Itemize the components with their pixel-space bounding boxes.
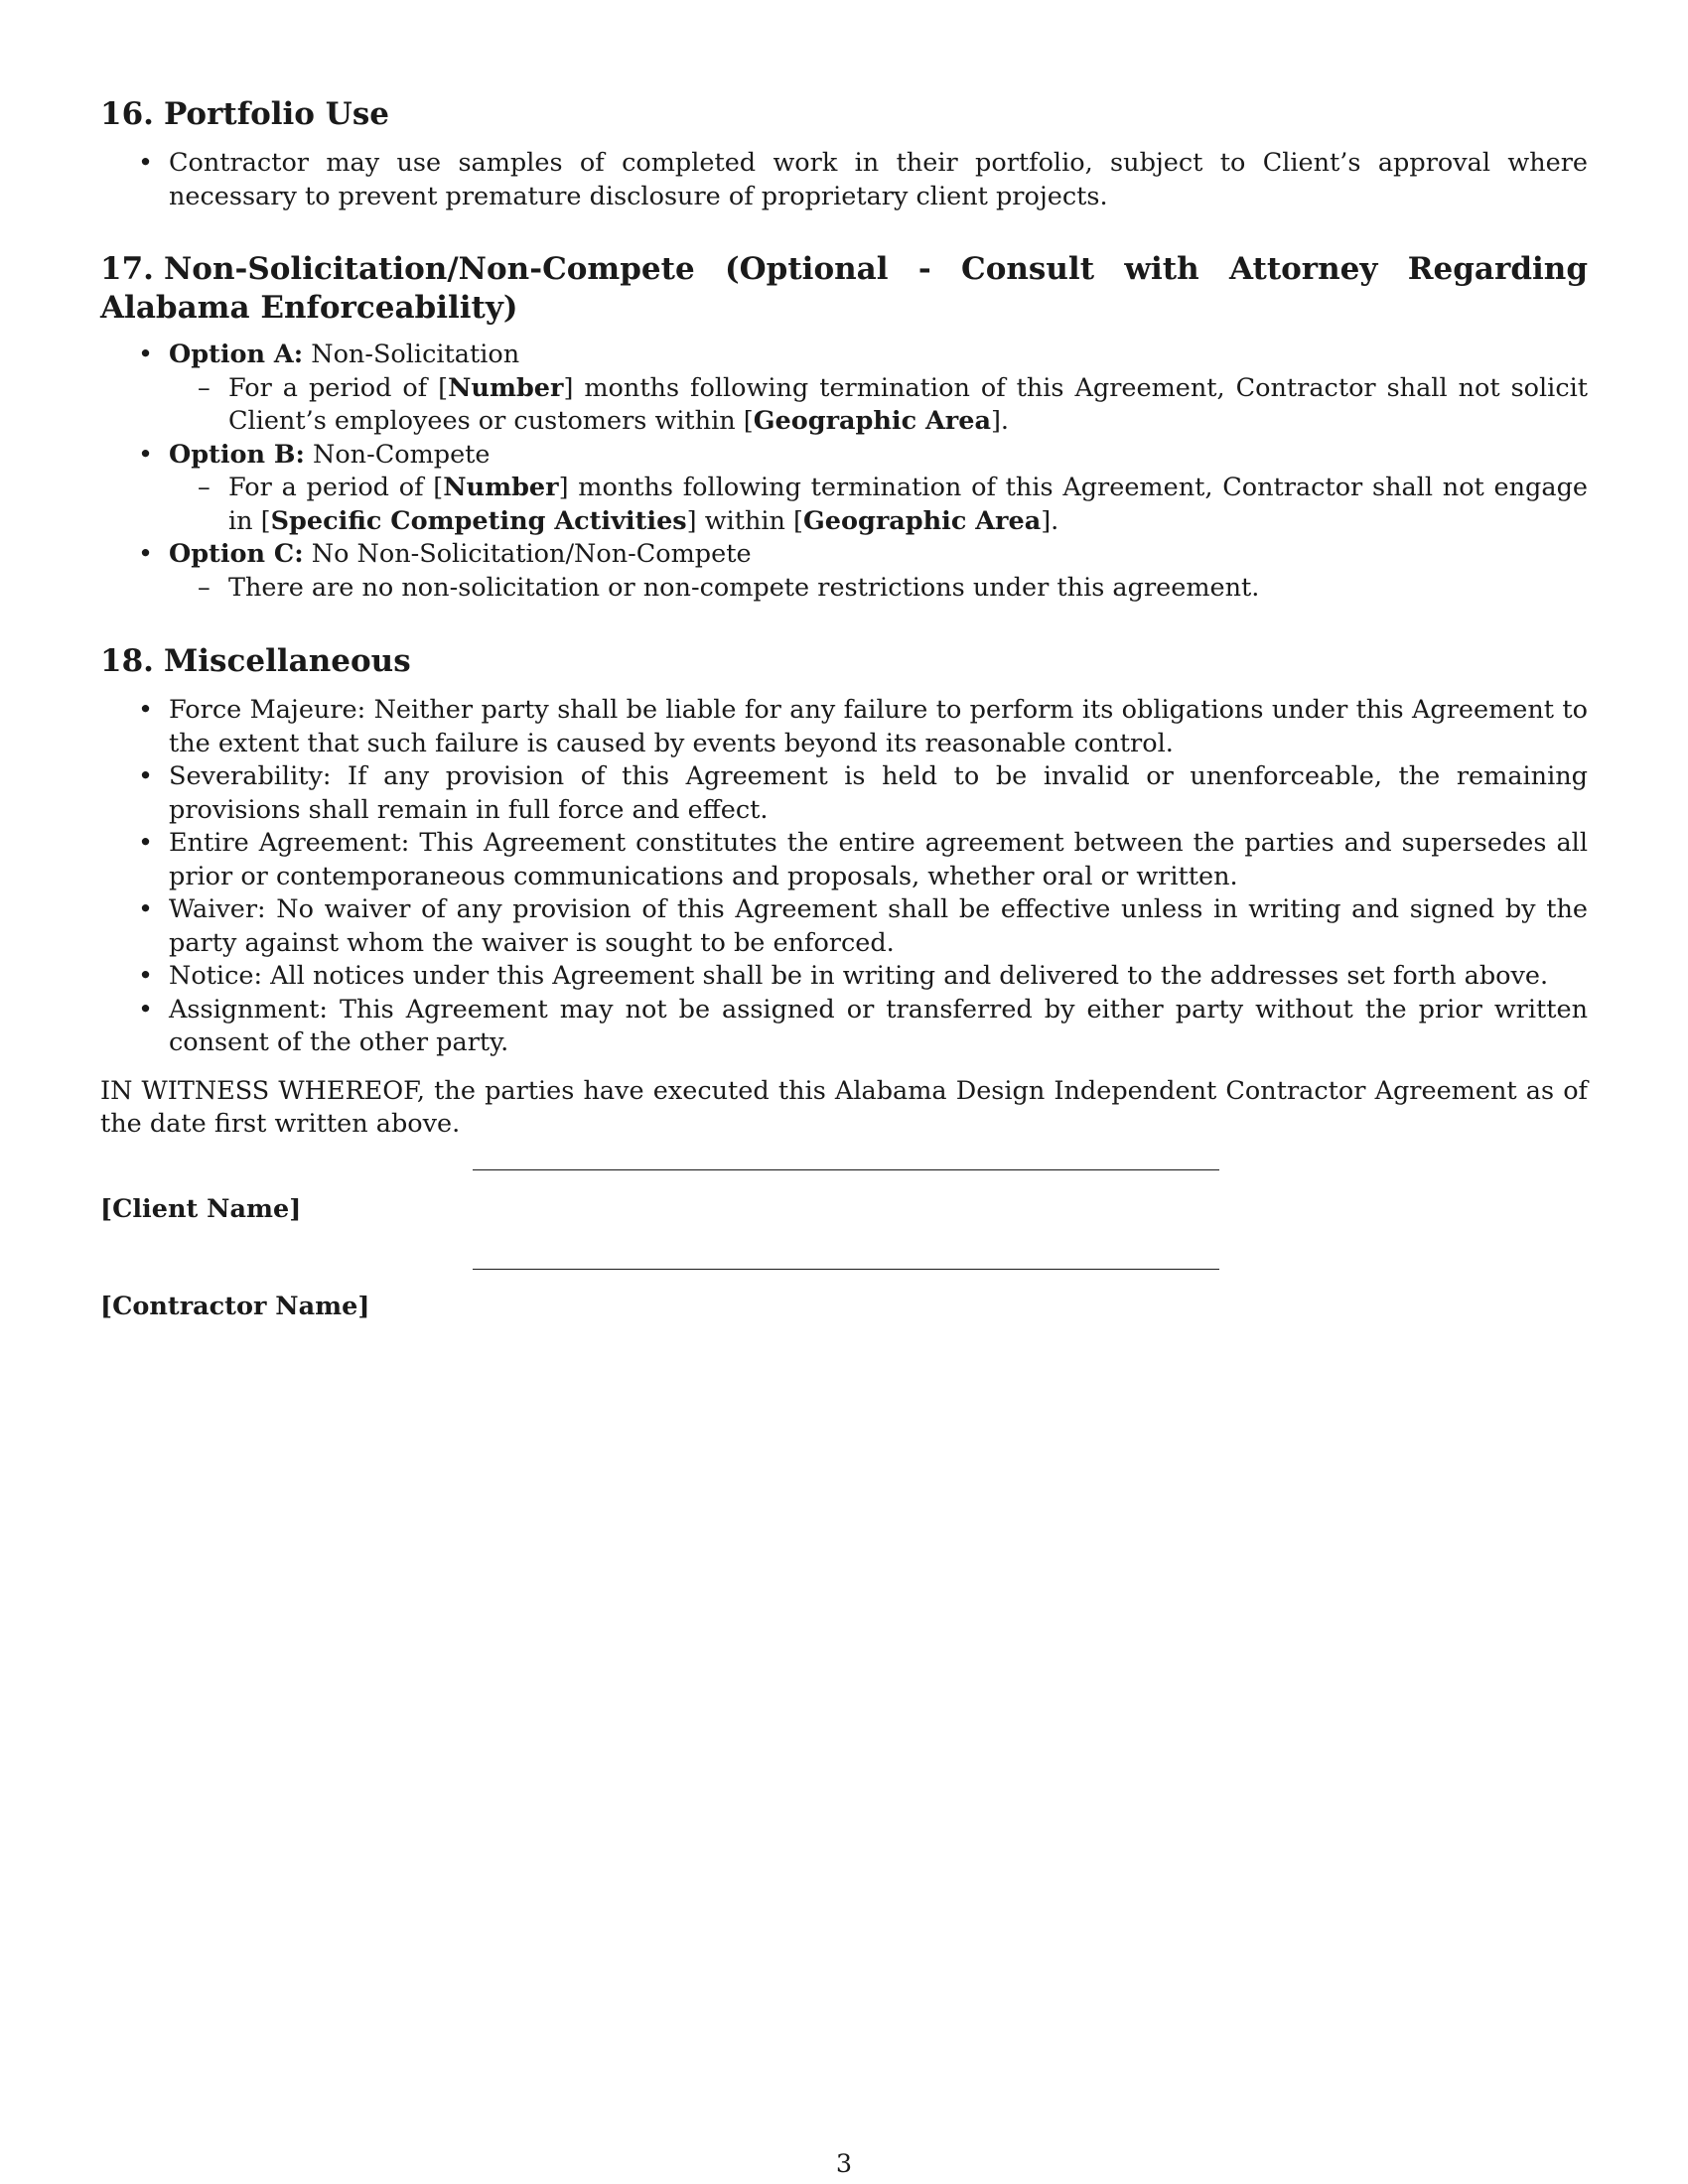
option-label: Option C: [169,539,304,569]
list-item: • Assignment: This Agreement may not be assigned or transferred by either party without the prior written consent of the other party. [100,994,1588,1060]
section-title: Portfolio Use [163,96,389,132]
option-a-sublist [169,372,1588,439]
option-name: Non-Solicitation [311,340,520,369]
section-16-list [100,147,1588,213]
list-item: • Force Majeure: Neither party shall be liable for any failure to perform its obligations under this Agreement to the extent that such failure is caused by events beyond its reasonable control. [100,694,1588,760]
option-name: No Non-Solicitation/Non-Compete [311,539,752,569]
option-name: Non-Compete [313,439,491,470]
list-item: • Entire Agreement: This Agreement constitutes the entire agreement between the parties and supersedes all prior or contemporaneous communications and proposals, whether oral or written. [100,827,1588,893]
contractor-signature-line [473,1269,1219,1270]
section-18-heading [100,642,1588,681]
contractor-signature-block [100,1253,1588,1352]
contractor-name [100,1291,369,1324]
list-item: • Severability: If any provision of this Agreement is held to be invalid or unenforceable, the remaining provisions shall remain in full force and effect. [100,760,1588,827]
text: ]. [990,406,1010,436]
placeholder-number: Number [448,372,564,403]
section-title: Miscellaneous [163,643,411,679]
bracket: ] [357,1291,370,1321]
placeholder-geographic-area: Geographic Area [753,406,991,436]
sub-list-item [100,472,1588,538]
client-signature-line [473,1169,1219,1170]
contractor-name-text: Contractor Name [112,1291,358,1321]
text: ]. [1041,505,1059,536]
placeholder-number: Number [443,473,559,502]
option-c-item [100,538,1588,605]
document-page [100,95,1588,1352]
option-a-item [100,339,1588,439]
text: ] within [ [686,505,803,536]
witness-paragraph: IN WITNESS WHEREOF, the parties have executed this Alabama Design Independent Contractor Agreement as of the date first written above. [100,1075,1588,1139]
text: ] months following termination of this Agreement, Contractor shall not solicit Client’s employees or customers within [ [228,372,1589,436]
text: For a period of [ [228,473,444,502]
section-17-heading [100,250,1588,328]
option-label: Option A: [169,340,304,369]
option-c-sublist [169,572,1588,606]
list-item: • Contractor may use samples of completed work in their portfolio, subject to Client’s approval where necessary to prevent premature disclosure of proprietary client projects. [100,147,1588,213]
placeholder-competing-activities: Specific Competing Activities [270,505,687,536]
text: ] months following termination of this Agreement, Contractor shall not engage in [ [228,473,1588,536]
section-number: 17. [100,251,154,287]
option-b-item [100,439,1588,539]
sub-list-item: – There are no non-solicitation or non-compete restrictions under this agreement. [100,572,1588,606]
text: For a period of [ [228,372,449,403]
bracket: ] [289,1193,302,1224]
option-b-sublist [169,472,1588,538]
bracket: [ [100,1291,113,1321]
section-number: 16. [100,96,154,132]
page-number: 3 [835,2149,853,2179]
option-label: Option B: [169,439,305,470]
list-item: • Waiver: No waiver of any provision of this Agreement shall be effective unless in writing and signed by the party against whom the waiver is sought to be enforced. [100,893,1588,960]
section-number: 18. [100,643,154,679]
list-item: • Notice: All notices under this Agreement shall be in writing and delivered to the addresses set forth above. [100,960,1588,994]
bracket: [ [100,1193,113,1224]
section-title: Non-Solicitation/Non-Compete (Optional - Consult with Attorney Regarding Alabama Enforceability) [100,251,1588,326]
sub-list-item [100,372,1588,439]
section-17-list [100,339,1588,605]
section-16-heading [100,95,1588,134]
section-18-list [100,694,1588,1060]
client-signature-block [100,1154,1588,1253]
client-name-text: Client Name [112,1193,290,1224]
client-name [100,1193,301,1227]
placeholder-geographic-area: Geographic Area [803,505,1042,536]
